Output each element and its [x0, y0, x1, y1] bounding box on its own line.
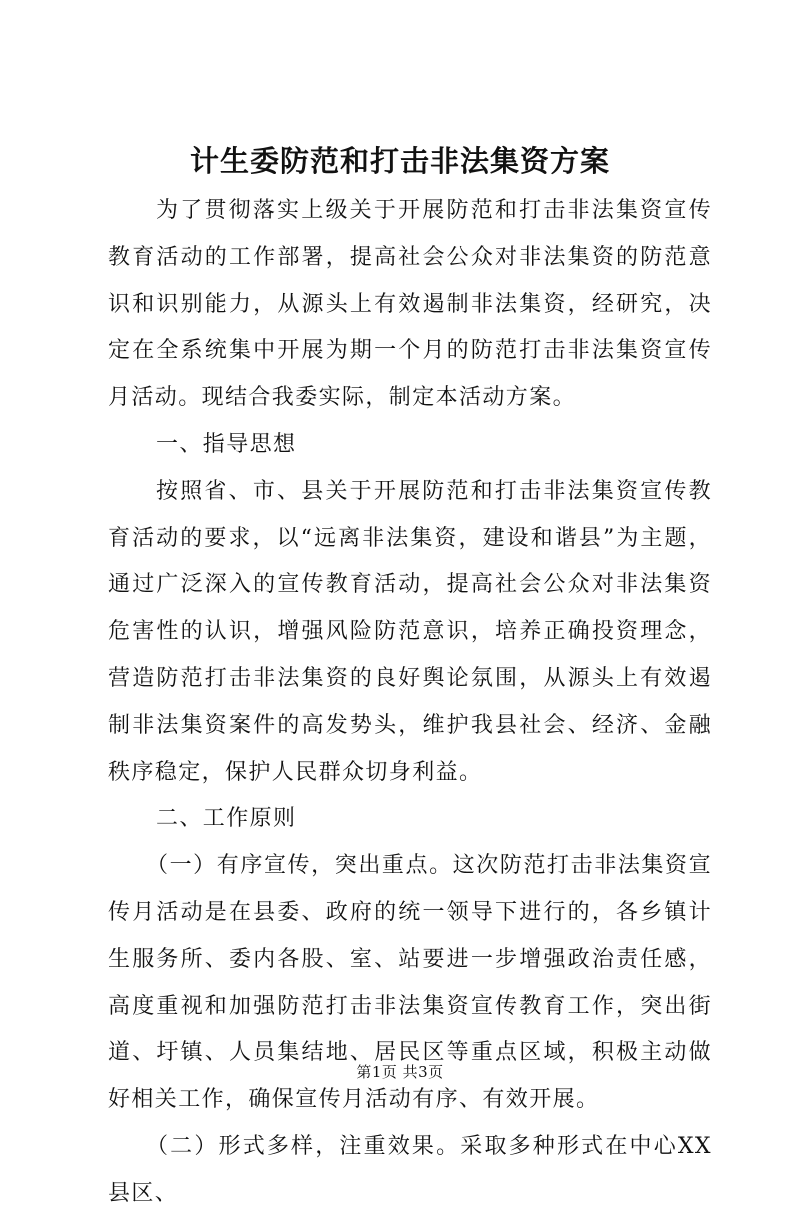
section-heading-guiding-thought: 一、指导思想 — [156, 431, 297, 457]
page-footer: 第1页 共3页 — [356, 1063, 444, 1081]
principle-2-paragraph: （二）形式多样，注重效果。采取多种形式在中心XX县区、 — [108, 1133, 712, 1206]
guiding-thought-paragraph: 按照省、市、县关于开展防范和打击非法集资宣传教育活动的要求，以“远离非法集资，建设和谐县”为主题，通过广泛深入的宣传教育活动，提高社会公众对非法集资危害性的认识，增强风险防范意识，培养正确投资理念，营造防范打击非法集资的良好舆论氛围，从源头上有效遏制非法集资案件的高发势头，维护我县社会、经济、金融秩序稳定，保护人民群众切身利益。 — [108, 478, 712, 785]
principle-1-paragraph: （一）有序宣传，突出重点。这次防范打击非法集资宣传月活动是在县委、政府的统一领导下进行的，各乡镇计生服务所、委内各股、室、站要进一步增强政治责任感，高度重视和加强防范打击非法集资宣传教育工作，突出街道、圩镇、人员集结地、居民区等重点区域，积极主动做好相关工作，确保宣传月活动有序、有效开展。 — [108, 853, 712, 1113]
section-heading-work-principles: 二、工作原则 — [156, 806, 297, 832]
intro-paragraph: 为了贯彻落实上级关于开展防范和打击非法集资宣传教育活动的工作部署，提高社会公众对非法集资的防范意识和识别能力，从源头上有效遏制非法集资，经研究，决定在全系统集中开展为期一个月的防范打击非法集资宣传月活动。现结合我委实际，制定本活动方案。 — [108, 198, 712, 411]
document-title: 计生委防范和打击非法集资方案 — [189, 144, 610, 178]
